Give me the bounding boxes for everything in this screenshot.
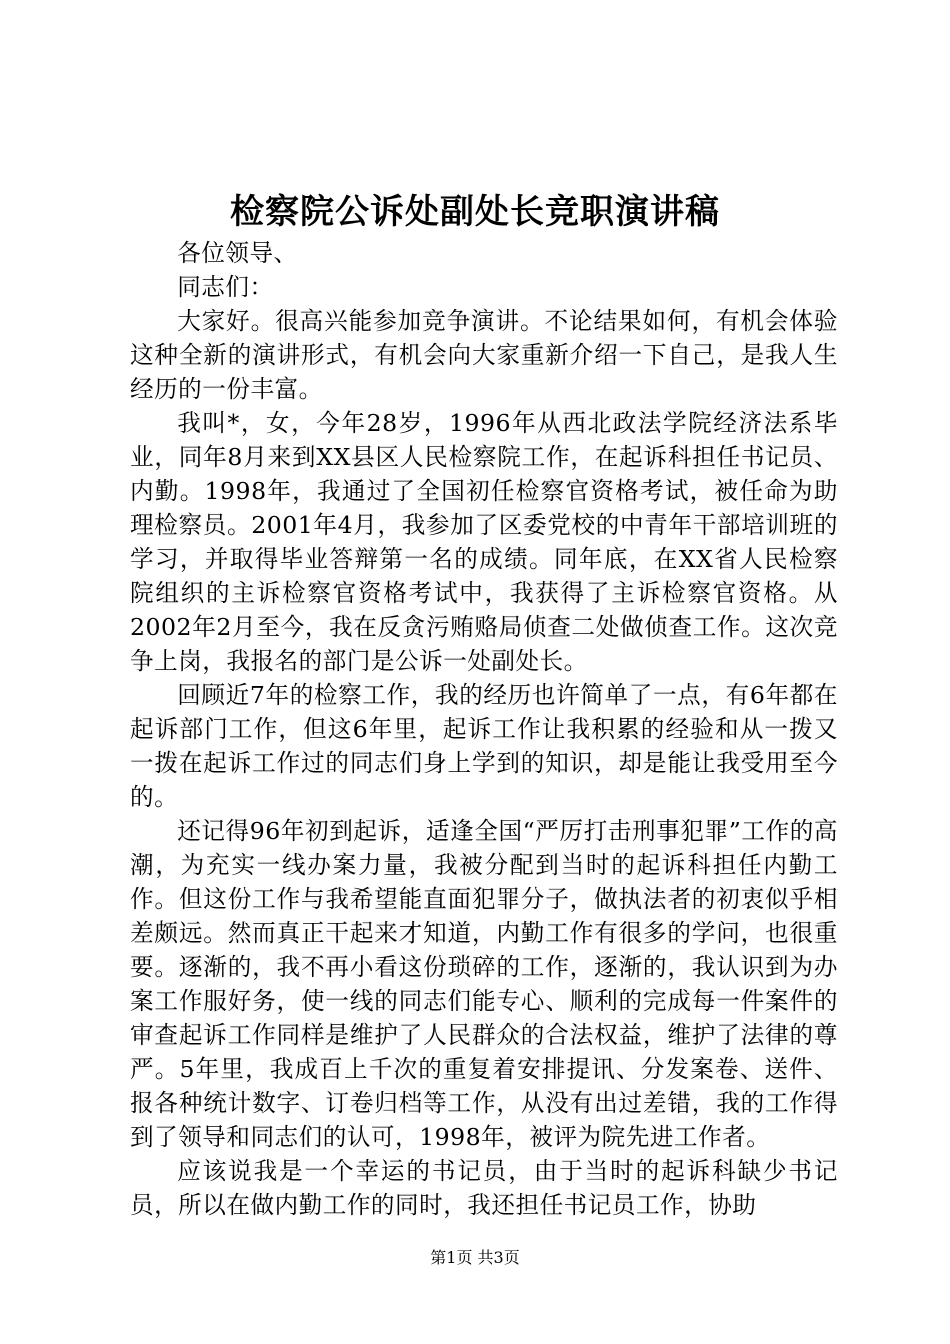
page-footer: 第1页 共3页 xyxy=(430,1248,520,1267)
salutation-line-2: 同志们： xyxy=(177,273,274,301)
body-paragraph-2: 我叫*，女，今年28岁，1996年从西北政法学院经济法系毕业，同年8月来到XX县区人民检察院工作，在起诉科担任书记员、内勤。1998年，我通过了全国初任检察官资格考试，被任命为助理检察员。2001年4月，我参加了区委党校的中青年干部培训班的学习，并取得毕业答辩第一名的成绩。同年底，在XX省人民检察院组织的主诉检察官资格考试中，我获得了主诉检察官资格。从2002年2月至今，我在反贪污贿赂局侦查二处做侦查工作。这次竞争上岗，我报名的部门是公诉一处副处长。 xyxy=(130,409,838,675)
body-paragraph-5: 应该说我是一个幸运的书记员，由于当时的起诉科缺少书记员，所以在做内勤工作的同时，我还担任书记员工作，协助 xyxy=(130,1157,838,1219)
document-title: 检察院公诉处副处长竞职演讲稿 xyxy=(230,192,720,232)
body-paragraph-3: 回顾近7年的检察工作，我的经历也许简单了一点，有6年都在起诉部门工作，但这6年里，起诉工作让我积累的经验和从一拨又一拨在起诉工作过的同志们身上学到的知识，却是能让我受用至今的。 xyxy=(130,681,838,811)
body-paragraph-4: 还记得96年初到起诉，适逢全国“严厉打击刑事犯罪”工作的高潮，为充实一线办案力量，我被分配到当时的起诉科担任内勤工作。但这份工作与我希望能直面犯罪分子，做执法者的初衷似乎相差颇远。然而真正干起来才知道，内勤工作有很多的学问，也很重要。逐渐的，我不再小看这份琐碎的工作，逐渐的，我认识到为办案工作服好务，使一线的同志们能专心、顺利的完成每一件案件的审查起诉工作同样是维护了人民群众的合法权益，维护了法律的尊严。5年里，我成百上千次的重复着安排提讯、分发案卷、送件、报各种统计数字、订卷归档等工作，从没有出过差错，我的工作得到了领导和同志们的认可，1998年，被评为院先进工作者。 xyxy=(130,817,838,1151)
document-body xyxy=(130,236,838,1222)
salutation-line-1: 各位领导、 xyxy=(177,239,298,267)
body-paragraph-1: 大家好。很高兴能参加竞争演讲。不论结果如何，有机会体验这种全新的演讲形式，有机会向大家重新介绍一下自己，是我人生经历的一份丰富。 xyxy=(130,307,838,403)
